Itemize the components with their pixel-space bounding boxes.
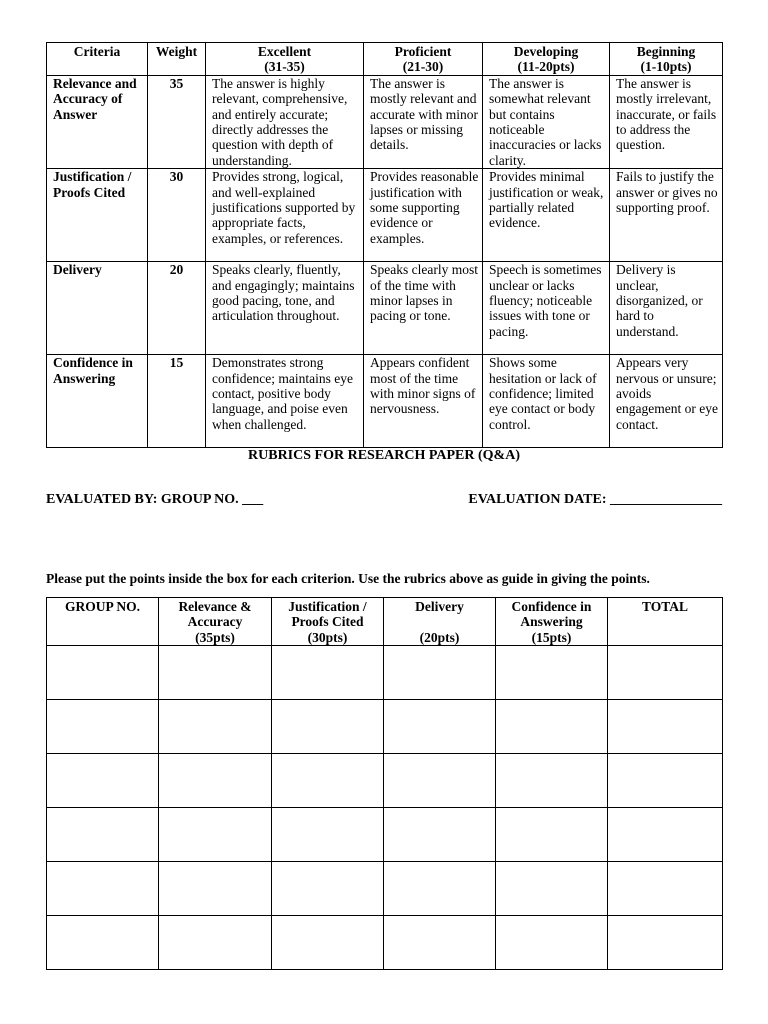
rubric-row-relevance [47, 75, 723, 168]
score-row [47, 808, 723, 862]
delivery-score-cell[interactable] [384, 700, 496, 754]
excellent-descriptor: The answer is highly relevant, comprehensive, and entirely accurate; directly addresses the question with depth of understanding. [206, 75, 364, 168]
score-row [47, 700, 723, 754]
evaluated-by-field: EVALUATED BY: GROUP NO. ___ [46, 492, 264, 507]
score-row [47, 916, 723, 970]
justification-score-cell[interactable] [272, 808, 384, 862]
header-beginning: Beginning (1-10pts) [610, 43, 723, 76]
developing-descriptor: Speech is sometimes unclear or lacks fluency; noticeable issues with tone or pacing. [483, 262, 610, 355]
developing-descriptor: The answer is somewhat relevant but contains noticeable inaccuracies or lacks clarity. [483, 75, 610, 168]
group-no-cell[interactable] [47, 916, 159, 970]
criterion-weight: 30 [148, 169, 206, 262]
score-row [47, 646, 723, 700]
header-delivery: Delivery (20pts) [384, 598, 496, 646]
header-relevance: Relevance & Accuracy (35pts) [159, 598, 272, 646]
relevance-score-cell[interactable] [159, 754, 272, 808]
scores-header-row [47, 598, 723, 646]
delivery-score-cell[interactable] [384, 862, 496, 916]
proficient-descriptor: Provides reasonable justification with some supporting evidence or examples. [364, 169, 483, 262]
total-score-cell[interactable] [608, 916, 723, 970]
total-score-cell[interactable] [608, 808, 723, 862]
developing-descriptor: Shows some hesitation or lack of confidence; limited eye contact or body control. [483, 355, 610, 448]
beginning-descriptor: Fails to justify the answer or gives no supporting proof. [610, 169, 723, 262]
criterion-name: Justification / Proofs Cited [47, 169, 148, 262]
developing-descriptor: Provides minimal justification or weak, partially related evidence. [483, 169, 610, 262]
scores-table [46, 597, 723, 970]
delivery-score-cell[interactable] [384, 646, 496, 700]
total-score-cell[interactable] [608, 862, 723, 916]
excellent-descriptor: Speaks clearly, fluently, and engagingly; maintains good pacing, tone, and articulation throughout. [206, 262, 364, 355]
criterion-name: Confidence in Answering [47, 355, 148, 448]
header-total: TOTAL [608, 598, 723, 646]
proficient-descriptor: Appears confident most of the time with minor signs of nervousness. [364, 355, 483, 448]
confidence-score-cell[interactable] [496, 916, 608, 970]
relevance-score-cell[interactable] [159, 646, 272, 700]
delivery-score-cell[interactable] [384, 808, 496, 862]
relevance-score-cell[interactable] [159, 808, 272, 862]
excellent-descriptor: Demonstrates strong confidence; maintains eye contact, positive body language, and poise even when challenged. [206, 355, 364, 448]
instructions-text: Please put the points inside the box for each criterion. Use the rubrics above as guide in giving the points. [46, 571, 650, 586]
rubric-row-justification [47, 169, 723, 262]
evaluation-date-field: EVALUATION DATE: ________________ [468, 492, 722, 507]
score-row [47, 862, 723, 916]
header-justification: Justification / Proofs Cited (30pts) [272, 598, 384, 646]
justification-score-cell[interactable] [272, 862, 384, 916]
beginning-descriptor: Delivery is unclear, disorganized, or hard to understand. [610, 262, 723, 355]
proficient-descriptor: The answer is mostly relevant and accurate with minor lapses or missing details. [364, 75, 483, 168]
criterion-weight: 35 [148, 75, 206, 168]
criterion-weight: 20 [148, 262, 206, 355]
confidence-score-cell[interactable] [496, 646, 608, 700]
confidence-score-cell[interactable] [496, 754, 608, 808]
beginning-descriptor: Appears very nervous or unsure; avoids engagement or eye contact. [610, 355, 723, 448]
relevance-score-cell[interactable] [159, 862, 272, 916]
justification-score-cell[interactable] [272, 700, 384, 754]
proficient-descriptor: Speaks clearly most of the time with minor lapses in pacing or tone. [364, 262, 483, 355]
delivery-score-cell[interactable] [384, 916, 496, 970]
score-row [47, 754, 723, 808]
criterion-name: Relevance and Accuracy of Answer [47, 75, 148, 168]
header-group-no: GROUP NO. [47, 598, 159, 646]
rubric-row-confidence [47, 355, 723, 448]
justification-score-cell[interactable] [272, 646, 384, 700]
justification-score-cell[interactable] [272, 754, 384, 808]
header-excellent: Excellent (31-35) [206, 43, 364, 76]
total-score-cell[interactable] [608, 646, 723, 700]
criterion-name: Delivery [47, 262, 148, 355]
header-beginning-range: (1-10pts) [640, 59, 692, 75]
group-no-cell[interactable] [47, 808, 159, 862]
group-no-cell[interactable] [47, 754, 159, 808]
beginning-descriptor: The answer is mostly irrelevant, inaccurate, or fails to address the question. [610, 75, 723, 168]
header-proficient-range: (21-30) [402, 59, 444, 75]
rubric-header-row [47, 43, 723, 76]
rubric-row-delivery [47, 262, 723, 355]
excellent-descriptor: Provides strong, logical, and well-explained justifications supported by appropriate facts, examples, or references. [206, 169, 364, 262]
relevance-score-cell[interactable] [159, 916, 272, 970]
group-no-cell[interactable] [47, 862, 159, 916]
header-criteria: Criteria [47, 43, 148, 76]
total-score-cell[interactable] [608, 700, 723, 754]
confidence-score-cell[interactable] [496, 862, 608, 916]
confidence-score-cell[interactable] [496, 700, 608, 754]
justification-score-cell[interactable] [272, 916, 384, 970]
criterion-weight: 15 [148, 355, 206, 448]
group-no-cell[interactable] [47, 646, 159, 700]
delivery-score-cell[interactable] [384, 754, 496, 808]
rubric-table [46, 42, 723, 448]
header-confidence: Confidence in Answering (15pts) [496, 598, 608, 646]
confidence-score-cell[interactable] [496, 808, 608, 862]
header-excellent-range: (31-35) [264, 59, 305, 75]
header-developing-range: (11-20pts) [517, 59, 575, 75]
header-weight: Weight [148, 43, 206, 76]
document-title: RUBRICS FOR RESEARCH PAPER (Q&A) [248, 448, 520, 463]
header-developing: Developing (11-20pts) [483, 43, 610, 76]
relevance-score-cell[interactable] [159, 700, 272, 754]
total-score-cell[interactable] [608, 754, 723, 808]
group-no-cell[interactable] [47, 700, 159, 754]
header-proficient: Proficient (21-30) [364, 43, 483, 76]
